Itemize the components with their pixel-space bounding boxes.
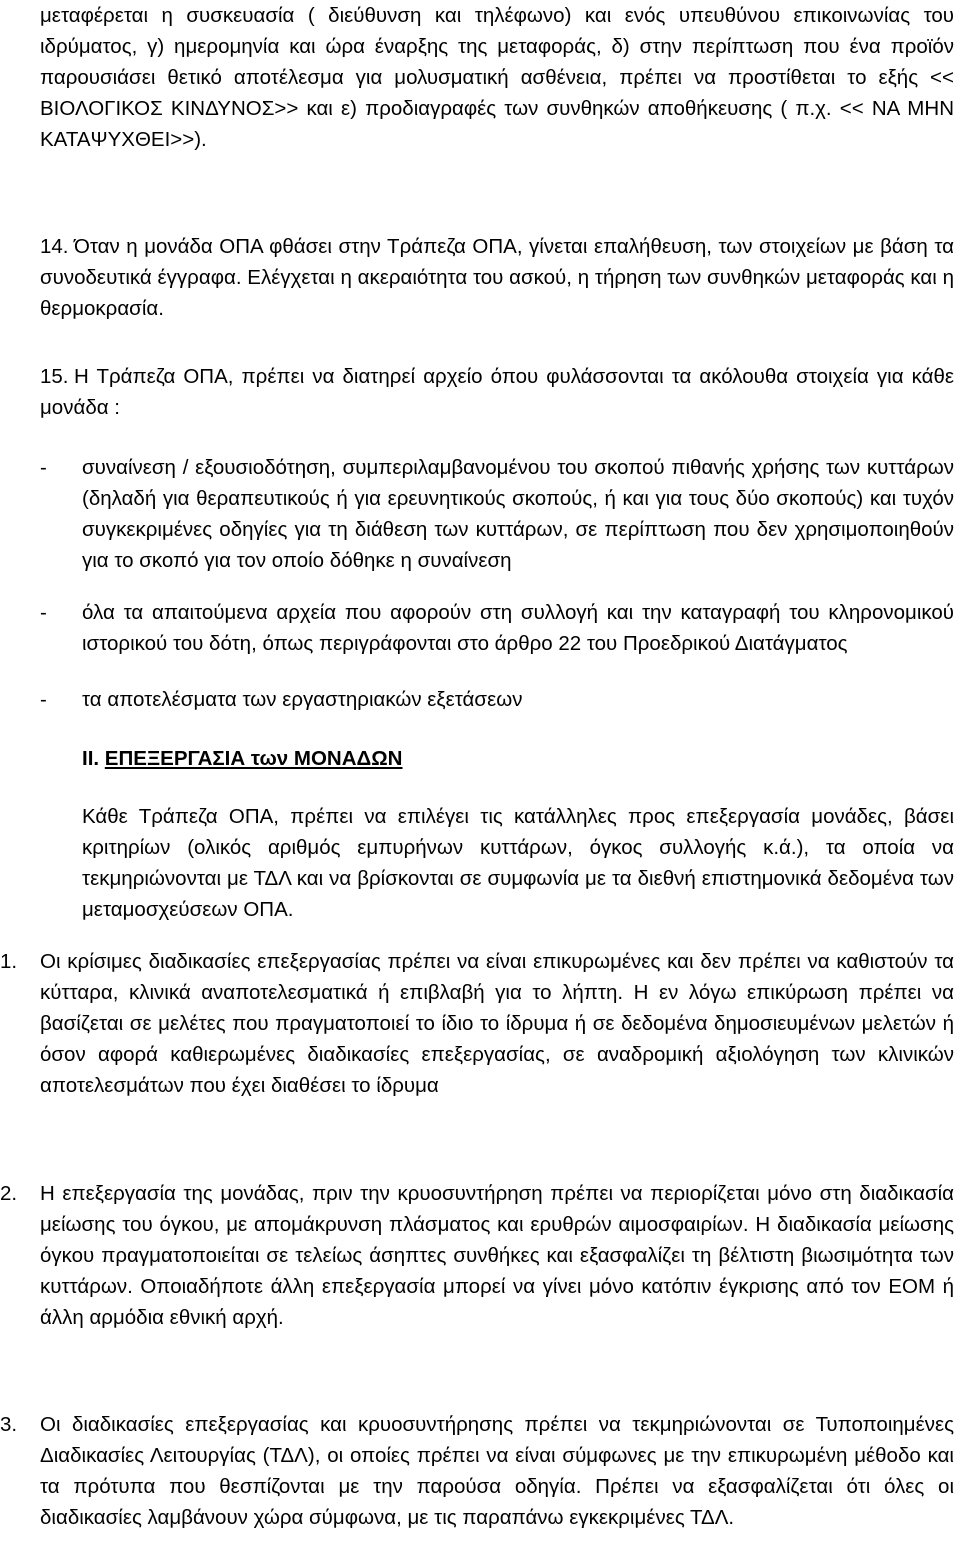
list-number: 2. xyxy=(0,1182,18,1205)
numbered-item: Η επεξεργασία της μονάδας, πριν την κρυοσυντήρηση πρέπει να περιορίζεται μόνο στη διαδικασία μείωσης του όγκου, με απομάκρυνση πλάσματος και ερυθρών αιμοσφαιρίων. Η διαδικασία μείωσης όγκου πραγματοποιείται σε τελείως άσηπτες συνθήκες και εξασφαλίζει τη βέλτιστη βιωσιμότητα των κυττάρων. Οποιαδήποτε άλλη επεξεργασία μπορεί να γίνει μόνο κατόπιν έγκρισης από τον ΕΟΜ ή άλλη αρμόδια εθνική αρχή. xyxy=(40,1182,954,1329)
item-15-text: Η Τράπεζα ΟΠΑ, πρέπει να διατηρεί αρχείο όπου φυλάσσονται τα ακόλουθα στοιχεία για κάθε μονάδα : xyxy=(40,365,954,419)
item-14-text: Όταν η μονάδα ΟΠΑ φθάσει στην Τράπεζα ΟΠΑ, γίνεται επαλήθευση, των στοιχείων με βάση τα συνοδευτικά έγγραφα. Ελέγχεται η ακεραιότητα του ασκού, η τήρηση των συνθηκών μεταφοράς και η θερμοκρασία. xyxy=(40,235,954,320)
section-title: ΕΠΕΞΕΡΓΑΣΙΑ των ΜΟΝΑΔΩΝ xyxy=(104,747,403,770)
numbered-item: Οι κρίσιμες διαδικασίες επεξεργασίας πρέπει να είναι επικυρωμένες και δεν πρέπει να καθιστούν τα κύτταρα, κλινικά αναποτελεσματικά ή επιβλαβή για το λήπτη. Η εν λόγω επικύρωση πρέπει να βασίζεται σε μελέτες που πραγματοποιεί το ίδιο το ίδρυμα ή σε δεδομένα δημοσιευμένων μελετών ή όσον αφορά καθιερωμένες διαδικασίες επεξεργασίας, σε αναδρομική αξιολόγηση των κλινικών αποτελεσμάτων που έχει διαθέσει το ίδρυμα xyxy=(40,950,954,1097)
section-intro-paragraph: Κάθε Τράπεζα ΟΠΑ, πρέπει να επιλέγει τις κατάλληλες προς επεξεργασία μονάδες, βάσει κριτηρίων (ολικός αριθμός εμπυρήνων κυττάρων, όγκος συλλογής κ.ά.), τα οποία να τεκμηριώνονται με ΤΔΛ και να βρίσκονται σε συμφωνία με τα διεθνή επιστημονικά δεδομένα των μεταμοσχεύσεων ΟΠΑ. xyxy=(82,805,954,921)
section-numeral: ΙΙ. xyxy=(82,747,100,770)
list-number: 1. xyxy=(0,950,18,973)
bullet-item: όλα τα απαιτούμενα αρχεία που αφορούν στη συλλογή και την καταγραφή του κληρονομικού ιστορικού του δότη, όπως περιγράφονται στο άρθρο 22 του Προεδρικού Διατάγματος xyxy=(82,601,954,655)
bullet-item: τα αποτελέσματα των εργαστηριακών εξετάσεων xyxy=(82,688,523,711)
item-15-number: 15. xyxy=(40,365,69,388)
list-number: 3. xyxy=(0,1413,18,1436)
intro-paragraph: μεταφέρεται η συσκευασία ( διεύθυνση και τηλέφωνο) και ενός υπευθύνου επικοινωνίας του ιδρύματος, γ) ημερομηνία και ώρα έναρξης της μεταφοράς, δ) στην περίπτωση που ένα προϊόν παρουσιάσει θετικό αποτέλεσμα για μολυσματική ασθένεια, πρέπει να προστίθεται το εξής << ΒΙΟΛΟΓΙΚΟΣ ΚΙΝΔΥΝΟΣ>> και ε) προδιαγραφές των συνθηκών αποθήκευσης ( π.χ. << ΝΑ ΜΗΝ ΚΑΤΑΨΥΧΘΕΙ>>). xyxy=(40,4,954,151)
bullet-item: συναίνεση / εξουσιοδότηση, συμπεριλαμβανομένου του σκοπού πιθανής χρήσης των κυττάρων (δηλαδή για θεραπευτικούς ή για ερευνητικούς σκοπούς, ή και για τους δύο σκοπούς) και τυχόν συγκεκριμένες οδηγίες για τη διάθεση των κυττάρων, σε περίπτωση που δεν χρησιμοποιηθούν για το σκοπό για τον οποίο δόθηκε η συναίνεση xyxy=(82,456,954,572)
bullet-dash: - xyxy=(40,688,47,711)
numbered-item: Οι διαδικασίες επεξεργασίας και κρυοσυντήρησης πρέπει να τεκμηριώνονται σε Τυποποιημένες Διαδικασίες Λειτουργίας (ΤΔΛ), οι οποίες πρέπει να είναι σύμφωνες με την επικυρωμένη μέθοδο και τα πρότυπα που θεσπίζονται με την παρούσα οδηγία. Πρέπει να εξασφαλίζεται ότι όλες οι διαδικασίες λαμβάνουν χώρα σύμφωνα, με τις παραπάνω εγκεκριμένες ΤΔΛ. xyxy=(40,1413,954,1529)
item-14-number: 14. xyxy=(40,235,69,258)
section-heading xyxy=(82,743,954,774)
bullet-dash: - xyxy=(40,601,47,624)
bullet-dash: - xyxy=(40,456,47,479)
